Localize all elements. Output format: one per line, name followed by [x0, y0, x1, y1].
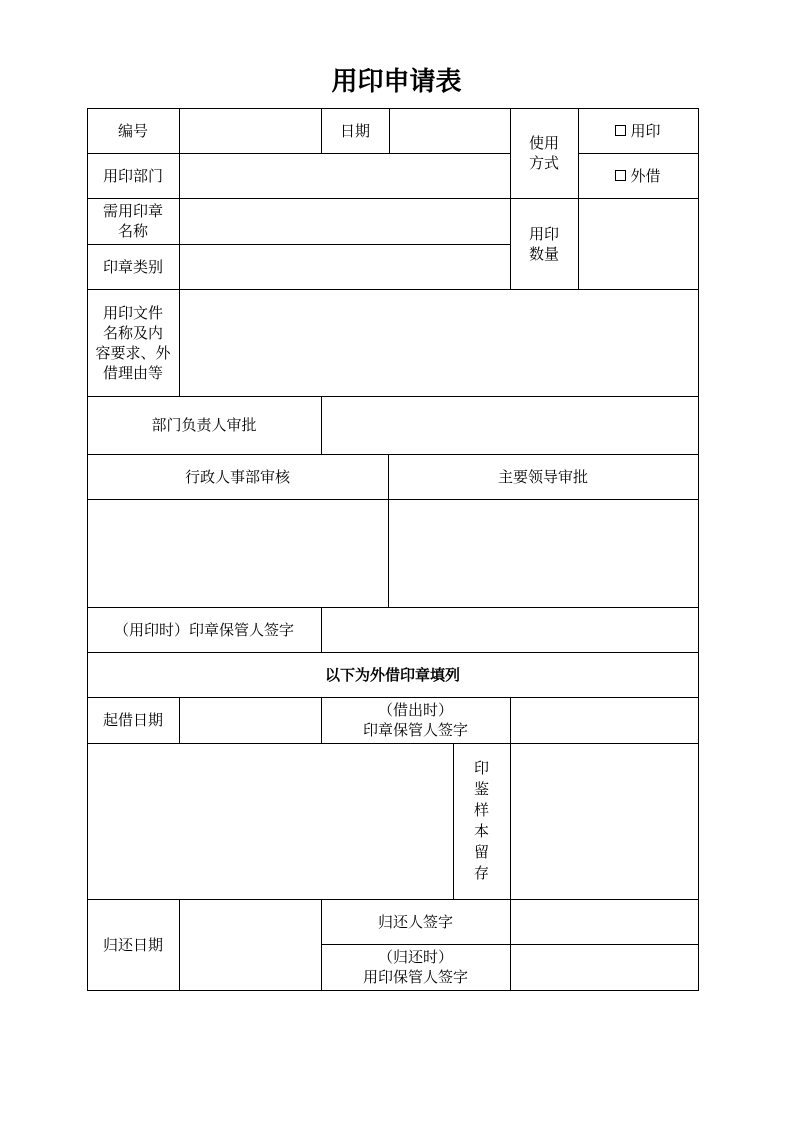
label-document-line1: 用印文件: [102, 303, 163, 322]
leader-approval-field[interactable]: [389, 500, 698, 607]
label-document-line4: 借理由等: [102, 363, 163, 382]
label-return-date: 归还日期: [102, 935, 163, 954]
option-use-checkbox[interactable]: [615, 121, 660, 141]
keeper-signature-return-field[interactable]: [511, 945, 698, 990]
label-lend-start-date: 起借日期: [102, 711, 163, 729]
label-number: 编号: [117, 121, 148, 140]
label-keeper-signature-return-line2: 用印保管人签字: [362, 968, 468, 986]
label-keeper-signature-lend-line2: 印章保管人签字: [362, 721, 468, 739]
label-keeper-signature-lend: [321, 697, 510, 743]
label-quantity: [510, 198, 578, 289]
label-keeper-signature-lend-line1: （借出时）: [377, 701, 453, 719]
label-seal-name-line2: 名称: [117, 222, 148, 240]
label-document-line3: 容要求、外: [95, 343, 171, 362]
admin-hr-review-field[interactable]: [88, 500, 388, 607]
label-sample-archive-char: 印: [473, 759, 489, 777]
label-seal-name-line1: 需用印章: [102, 202, 163, 220]
label-sample-archive: [453, 743, 510, 899]
option-use-cell: [578, 108, 698, 153]
label-date: 日期: [339, 121, 370, 140]
label-quantity-line2: 数量: [528, 244, 559, 263]
grid-line: [698, 108, 699, 991]
option-lend-cell: [578, 153, 698, 198]
label-sample-archive-char: 样: [473, 801, 489, 819]
keeper-signature-lend-field[interactable]: [511, 698, 698, 743]
lend-start-date-field[interactable]: [180, 698, 321, 743]
label-usage-mode-line1: 使用: [528, 134, 559, 152]
label-returner-signature: 归还人签字: [377, 912, 453, 931]
seal-name-field[interactable]: [180, 199, 510, 244]
label-sample-archive-char: 鉴: [473, 780, 489, 798]
label-sample-archive-char: 本: [473, 822, 489, 840]
label-seal-type: 印章类别: [102, 257, 163, 276]
label-usage-mode-line2: 方式: [528, 154, 559, 172]
label-keeper-signature-return: [321, 944, 510, 990]
form-title: 用印申请表: [331, 67, 462, 97]
lend-notes-field[interactable]: [88, 744, 453, 899]
label-seal-name: [87, 198, 179, 244]
quantity-field[interactable]: [579, 199, 698, 289]
option-lend-checkbox[interactable]: [615, 166, 660, 186]
label-sample-archive-char: 存: [473, 864, 489, 882]
lend-section-header: 以下为外借印章填列: [324, 665, 460, 684]
date-field[interactable]: [390, 109, 510, 153]
label-keeper-signature-return-line1: （归还时）: [377, 948, 453, 966]
label-department: 用印部门: [102, 166, 163, 185]
option-use-label: 用印: [630, 121, 661, 140]
keeper-signature-use-field[interactable]: [322, 608, 698, 652]
label-document-line2: 名称及内: [102, 323, 163, 342]
option-lend-label: 外借: [630, 166, 661, 185]
seal-type-field[interactable]: [180, 245, 510, 289]
label-sample-archive-char: 留: [473, 843, 489, 861]
department-field[interactable]: [180, 154, 510, 198]
number-field[interactable]: [180, 109, 321, 153]
label-document: [87, 289, 179, 396]
return-date-field[interactable]: [180, 900, 321, 990]
label-admin-hr-review: 行政人事部审核: [184, 467, 290, 486]
dept-head-approval-field[interactable]: [322, 397, 698, 454]
label-quantity-line1: 用印: [528, 224, 559, 243]
seal-sample-field[interactable]: [511, 744, 698, 899]
label-usage-mode: [510, 108, 578, 198]
checkbox-icon: [615, 125, 626, 136]
label-dept-head-approval: 部门负责人审批: [151, 416, 257, 434]
label-keeper-signature-use: （用印时）印章保管人签字: [113, 620, 294, 639]
document-field[interactable]: [180, 290, 698, 396]
label-leader-approval: 主要领导审批: [497, 467, 588, 486]
returner-signature-field[interactable]: [511, 900, 698, 944]
checkbox-icon: [615, 170, 626, 181]
